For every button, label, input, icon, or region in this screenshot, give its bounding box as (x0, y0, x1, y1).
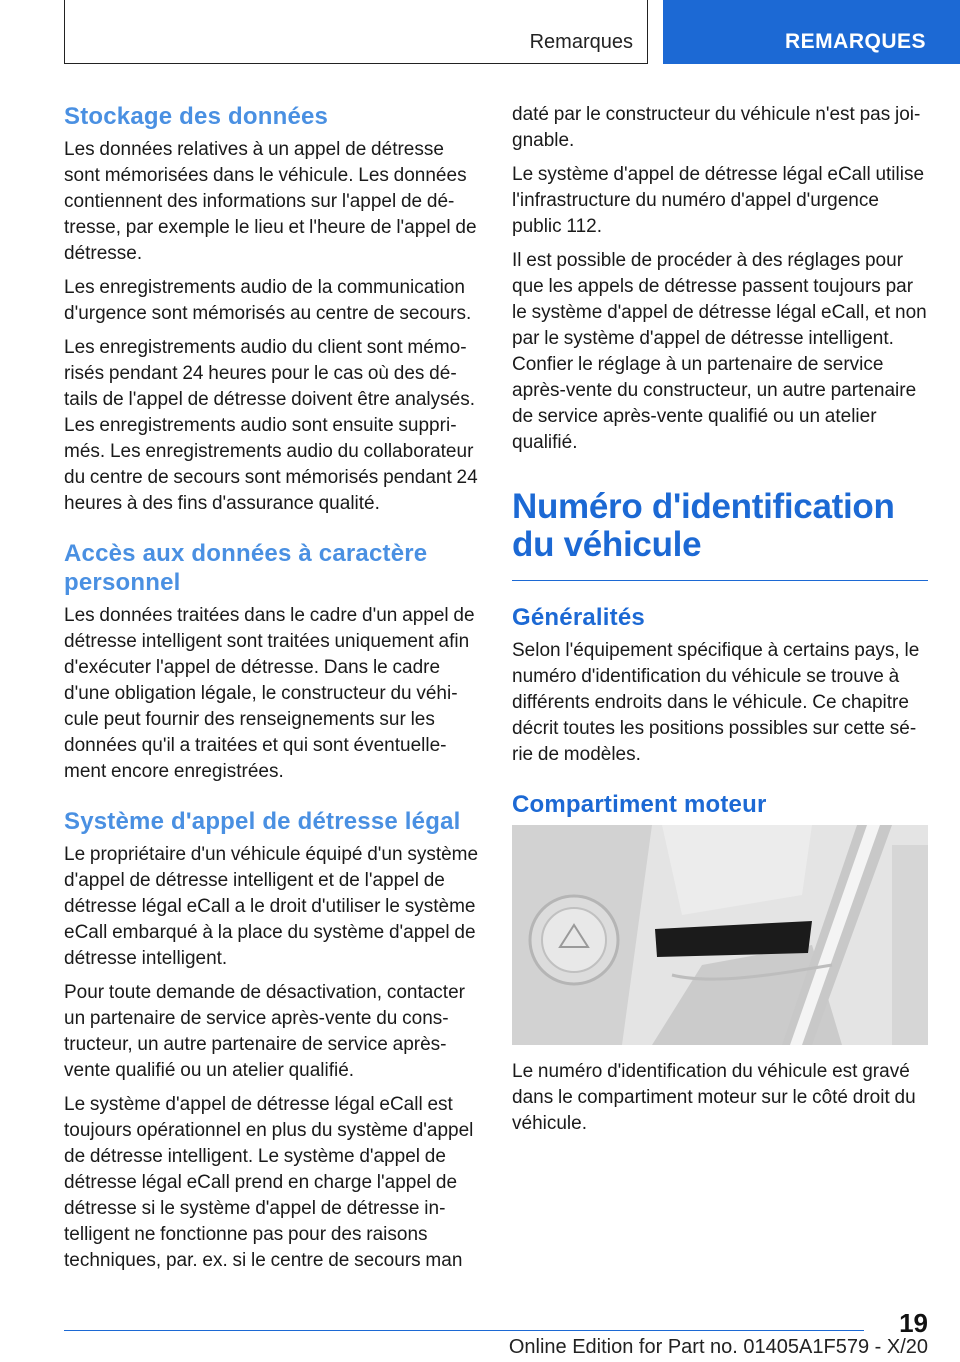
section-title-engine-compartment: Compartiment moteur (512, 791, 767, 818)
header-section-title: Remarques (529, 31, 633, 53)
header-frame (64, 0, 648, 64)
paragraph: Les données relatives à un appel de détresse sont mémorisées dans le véhicule. Les données contiennent des informations sur l'appel de détresse, par exemple le lieu et l'heure de l'appel de détresse. (64, 139, 477, 264)
paragraph: Pour toute demande de désactivation, contacter un partenaire de service après-vente du constructeur, un autre partenaire de service après-vente qualifié ou un atelier qualifié. (64, 982, 465, 1081)
footer-divider (64, 1330, 864, 1331)
section-title-legal-emergency-system: Système d'appel de détresse légal (64, 808, 461, 835)
header-chapter-label: REMARQUES (784, 30, 926, 53)
paragraph: Le système d'appel de détresse légal eCall utilise l'infrastructure du numéro d'appel d'urgence public 112. (512, 164, 925, 237)
paragraph: Le propriétaire d'un véhicule équipé d'un système d'appel de détresse intelligent et de l'appel de détresse légal eCall a le droit d'utiliser le système eCall embarqué à la place du système d'appel de détresse intelligent. (64, 844, 479, 969)
chapter-divider (512, 580, 928, 581)
paragraph: Le numéro d'identification du véhicule est gravé dans le compartiment moteur sur le côté droit du véhicule. (512, 1061, 916, 1134)
paragraph: Les enregistrements audio de la communication d'urgence sont mémorisés au centre de secours. (64, 277, 472, 324)
engine-compartment-illustration (512, 825, 928, 1045)
section-title-data-access: Accès aux données à caractère personnel (64, 540, 428, 596)
paragraph: Les enregistrements audio du client sont mémorisés pendant 24 heures pour le cas où des détails de l'appel de détresse doivent être analysés. Les enregistrements audio sont ensuite supprimés. Les enregistrements audio du collaborateur du centre de secours sont mémorisés pendant 24 heures à des fins d'assurance qualité. (64, 337, 478, 514)
section-title-general: Généralités (512, 604, 645, 631)
paragraph: Le système d'appel de détresse légal eCall est toujours opérationnel en plus du système d'appel de détresse intelligent. Le système d'appel de détresse légal eCall prend en charge l'appel de détresse si le système d'appel de détresse intelligent ne fonctionne pas pour des raisons techniques, par. ex. si le centre de secours man (64, 1094, 474, 1271)
header-chapter-tab[interactable] (663, 0, 960, 64)
page-number: 19 (899, 1308, 928, 1338)
paragraph: Il est possible de procéder à des réglages pour que les appels de détresse passent toujours par le système d'appel de détresse légal eCall, et non par le système d'appel de détresse intelligent. Confier le réglage à un partenaire de service après-vente du constructeur, un autre partenaire de service après-vente qualifié ou un atelier qualifié. (512, 250, 927, 453)
paragraph: Les données traitées dans le cadre d'un appel de détresse intelligent sont traitées uniquement afin d'exécuter l'appel de détresse. Dans le cadre d'une obligation légale, le constructeur du véhicule peut fournir des renseignements sur les données qu'il a traitées et qui sont éventuellement encore enregistrées. (64, 605, 475, 782)
right-column (512, 102, 928, 1145)
left-column (64, 102, 482, 1282)
chapter-title-vin: Numéro d'identification du véhicule (512, 487, 895, 564)
engine-compartment-photo (512, 825, 928, 1045)
footer-edition: Online Edition for Part no. 01405A1F579 - X/20 (508, 1336, 928, 1358)
paragraph: daté par le constructeur du véhicule n'est pas joignable. (512, 104, 921, 151)
section-title-data-storage: Stockage des données (64, 103, 329, 130)
paragraph: Selon l'équipement spécifique à certains pays, le numéro d'identification du véhicule se trouve à différents endroits dans le véhicule. Ce chapitre décrit toutes les positions possibles sur cette série de modèles. (512, 640, 920, 765)
